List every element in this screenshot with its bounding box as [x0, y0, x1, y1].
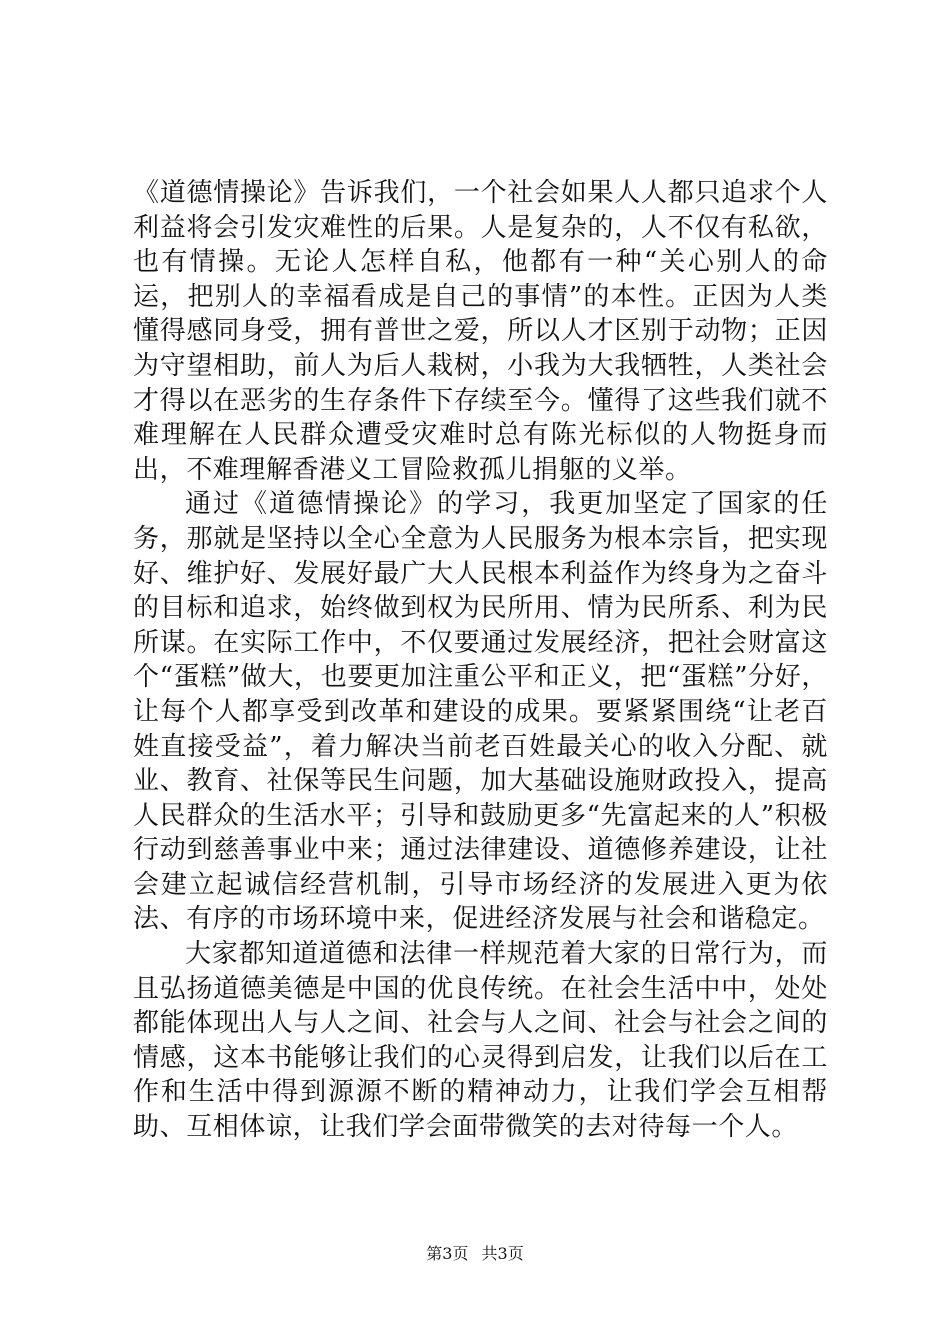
page-footer: [0, 1244, 950, 1264]
document-body: [133, 176, 828, 1145]
paragraph-3: 大家都知道道德和法律一样规范着大家的日常行为，而且弘扬道德美德是中国的优良传统。在社会生活中中，处处都能体现出人与人之间、社会与人之间、社会与社会之间的情感，这本书能够让我们的心灵得到启发，让我们以后在工作和生活中得到源源不断的精神动力，让我们学会互相帮助、互相体谅，让我们学会面带微笑的去对待每一个人。: [133, 939, 828, 1143]
paragraph-1: 《道德情操论》告诉我们，一个社会如果人人都只追求个人利益将会引发灾难性的后果。人是复杂的，人不仅有私欲，也有情操。无论人怎样自私，他都有一种“关心别人的命运，把别人的幸福看成是自己的事情”的本性。正因为人类懂得感同身受，拥有普世之爱，所以人才区别于动物；正因为守望相助，前人为后人栽树，小我为大我牺牲，人类社会才得以在恶劣的生存条件下存续至今。懂得了这些我们就不难理解在人民群众遭受灾难时总有陈光标似的人物挺身而出，不难理解香港义工冒险救孤儿捐躯的义举。: [133, 178, 828, 485]
page-number-current: 第3页: [426, 1244, 469, 1263]
page-number-total: 共3页: [481, 1244, 524, 1263]
paragraph-2: 通过《道德情操论》的学习，我更加坚定了国家的任务，那就是坚持以全心全意为人民服务为根本宗旨，把实现好、维护好、发展好最广大人民根本利益作为终身为之奋斗的目标和追求，始终做到权为民所用、情为民所系、利为民所谋。在实际工作中，不仅要通过发展经济，把社会财富这个“蛋糕”做大，也要更加注重公平和正义，把“蛋糕”分好，让每个人都享受到改革和建设的成果。要紧紧围绕“让老百姓直接受益”，着力解决当前老百姓最关心的收入分配、就业、教育、社保等民生问题，加大基础设施财政投入，提高人民群众的生活水平；引导和鼓励更多“先富起来的人”积极行动到慈善事业中来；通过法律建设、道德修养建设，让社会建立起诚信经营机制，引导市场经济的发展进入更为依法、有序的市场环境中来，促进经济发展与社会和谐稳定。: [133, 489, 828, 935]
